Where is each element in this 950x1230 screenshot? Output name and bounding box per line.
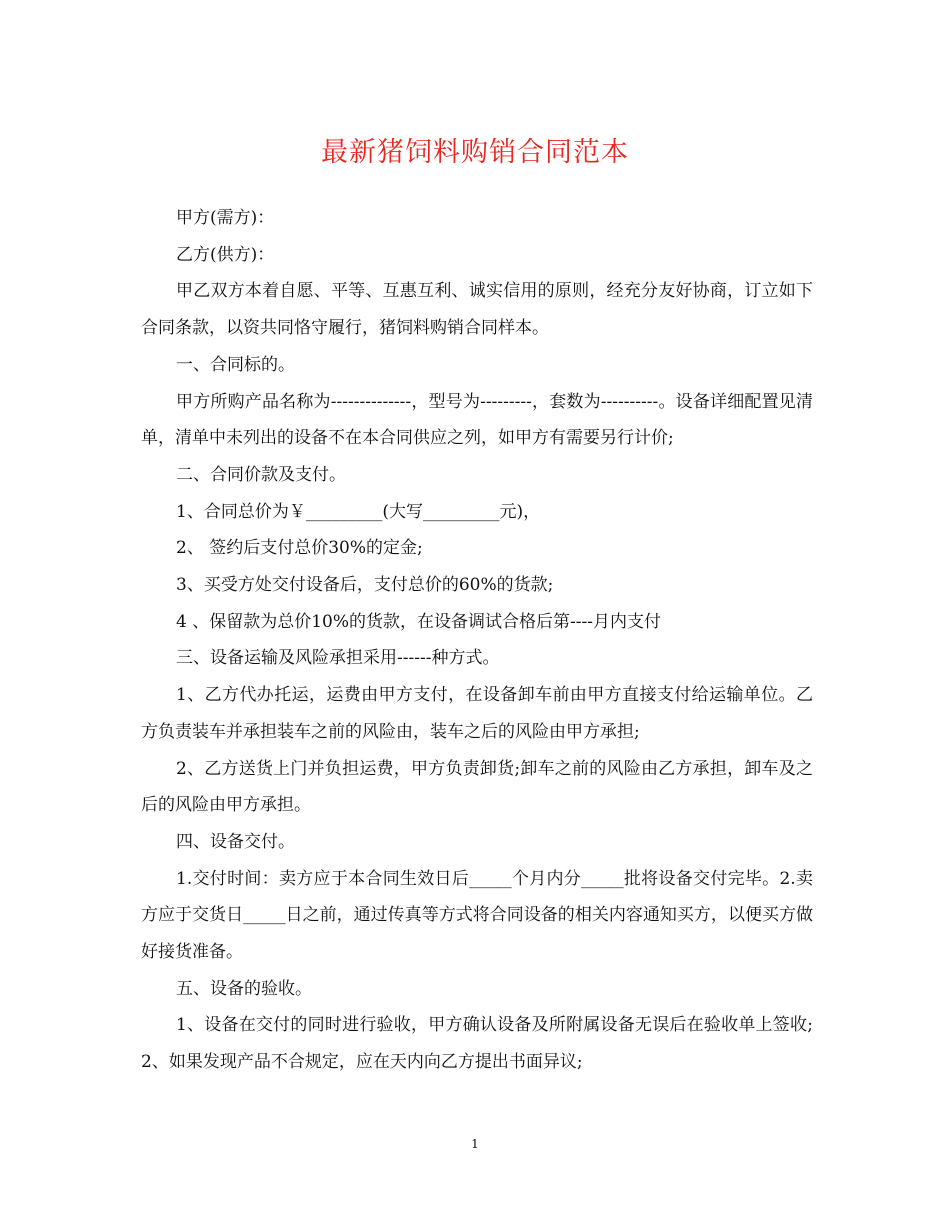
section-heading-transport: 三、设备运输及风险承担采用------种方式。 [176, 648, 500, 669]
acceptance-clause: 1、设备在交付的同时进行验收，甲方确认设备及所附属设备无误后在验收单上签收;2、如果发现产品不合规定，应在天内向乙方提出书面异议; [141, 1015, 813, 1073]
preamble-paragraph: 甲乙双方本着自愿、平等、互惠互利、诚实信用的原则，经充分友好协商，订立如下合同条款，以资共同恪守履行，猪饲料购销合同样本。 [141, 281, 813, 339]
document-title: 最新猪饲料购销合同范本 [321, 137, 629, 168]
page-number: 1 [471, 1137, 479, 1151]
price-clause-2: 2、 签约后支付总价30%的定金; [176, 538, 423, 559]
party-a-line: 甲方(需方)： [176, 208, 275, 228]
section-heading-delivery: 四、设备交付。 [176, 831, 295, 852]
section-heading-subject: 一、合同标的。 [176, 354, 295, 375]
subject-paragraph: 甲方所购产品名称为--------------，型号为---------，套数为----------。设备详细配置见清单，清单中未列出的设备不在本合同供应之列，如甲方有需要另行计价; [141, 391, 813, 449]
delivery-clause: 1.交付时间：卖方应于本合同生效日后_____个月内分_____批将设备交付完毕。2.卖方应于交货日_____日之前，通过传真等方式将合同设备的相关内容通知买方，以便买方做好接货准备。 [141, 868, 813, 963]
transport-clause-1: 1、乙方代办托运，运费由甲方支付，在设备卸车前由甲方直接支付给运输单位。乙方负责装车并承担装车之前的风险由，装车之后的风险由甲方承担; [141, 685, 813, 742]
document-body [141, 200, 813, 1081]
price-clause-1: 1、合同总价为￥_________(大写_________元)， [176, 501, 541, 522]
section-heading-price: 二、合同价款及支付。 [176, 464, 346, 485]
transport-clause-2: 2、乙方送货上门并负担运费，甲方负责卸货;卸车之前的风险由乙方承担，卸车及之后的风险由甲方承担。 [141, 758, 813, 816]
price-clause-3: 3、买受方处交付设备后，支付总价的60%的货款; [176, 575, 554, 596]
section-heading-acceptance: 五、设备的验收。 [176, 978, 312, 999]
party-b-line: 乙方(供方)： [176, 244, 275, 265]
price-clause-4: 4 、保留款为总价10%的货款，在设备调试合格后第----月内支付 [176, 611, 661, 632]
